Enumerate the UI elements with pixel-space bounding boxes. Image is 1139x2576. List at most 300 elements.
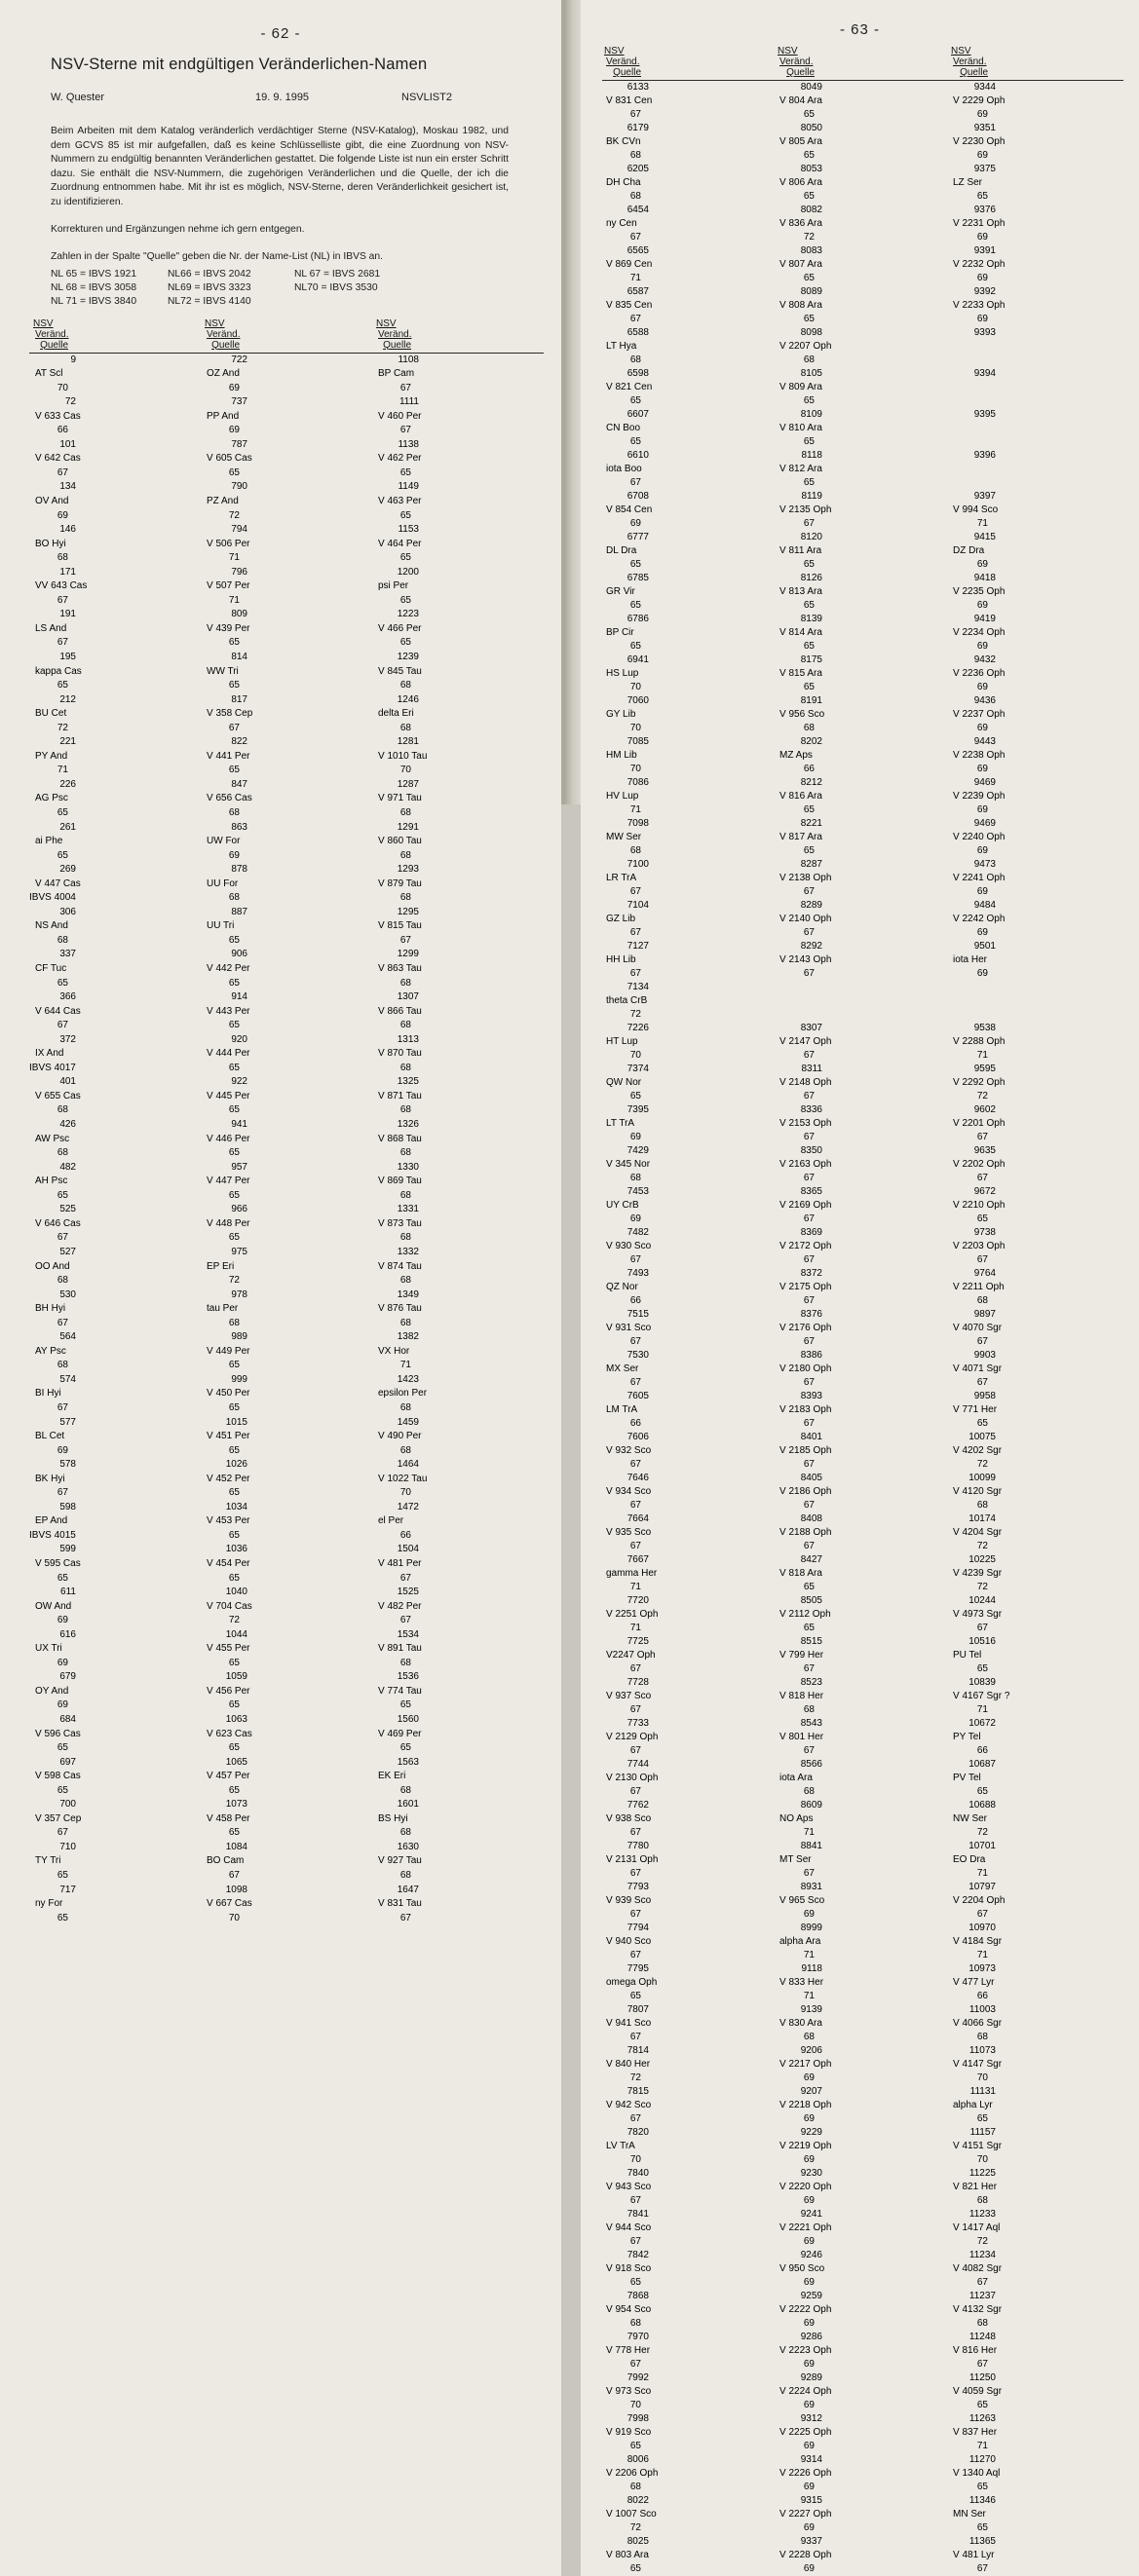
cell-variable: V 357 Cep xyxy=(35,1812,82,1824)
cell-variable: V 956 Sco xyxy=(779,709,825,720)
cell-nsv: 7134 xyxy=(626,982,649,992)
cell-nsv: 1423 xyxy=(397,1373,419,1385)
cell-source: 71 xyxy=(803,1827,815,1838)
cell-variable: QW Nor xyxy=(606,1077,642,1088)
cell-source: 67 xyxy=(57,1020,68,1031)
cell-variable: V 860 Tau xyxy=(378,836,422,847)
cell-nsv: 9436 xyxy=(973,695,996,706)
table-row xyxy=(602,694,1123,735)
cell-variable: V 891 Tau xyxy=(378,1643,422,1655)
cell-variable: BO Cam xyxy=(207,1855,245,1867)
cell-nsv: 809 xyxy=(231,609,247,620)
table-row xyxy=(602,1103,1123,1144)
table-cell-group xyxy=(602,1717,776,1758)
cell-nsv: 6588 xyxy=(626,327,649,338)
cell-source: 67 xyxy=(629,927,641,938)
cell-source: 68 xyxy=(629,2318,641,2329)
cell-source: 70 xyxy=(228,1912,240,1923)
table-cell-group xyxy=(949,1962,1122,2003)
cell-variable: alpha Ara xyxy=(779,1936,821,1947)
table-row xyxy=(29,821,544,864)
cell-variable: V 1022 Tau xyxy=(378,1473,428,1484)
table-cell-group xyxy=(372,1756,544,1799)
cell-variable: V 869 Cen xyxy=(606,259,653,270)
table-cell-group xyxy=(29,948,201,990)
cell-variable: V 944 Sco xyxy=(606,2222,652,2233)
table-cell-group xyxy=(949,1390,1122,1431)
table-cell-group xyxy=(949,2167,1122,2208)
cell-source: 65 xyxy=(228,1189,240,1201)
col-header-variable: Veränd. xyxy=(207,328,241,340)
cell-nsv: 1293 xyxy=(397,864,419,876)
cell-variable: gamma Her xyxy=(606,1568,658,1579)
cell-variable: V 2169 Oph xyxy=(779,1200,832,1211)
cell-variable: V 2235 Oph xyxy=(953,586,1006,597)
namelist-ref: NL 65 = IBVS 1921 xyxy=(51,268,137,280)
cell-variable: V 2138 Oph xyxy=(779,873,832,883)
cell-source: 65 xyxy=(629,1091,641,1101)
cell-variable: V 866 Tau xyxy=(378,1005,422,1017)
cell-variable: V 2163 Oph xyxy=(779,1159,832,1170)
cell-nsv: 525 xyxy=(59,1204,76,1215)
cell-variable: V 469 Per xyxy=(378,1728,422,1739)
table-cell-group xyxy=(372,1416,544,1459)
cell-nsv: 11233 xyxy=(968,2209,996,2220)
table-cell-group xyxy=(201,354,372,396)
cell-source: 65 xyxy=(57,977,68,989)
cell-source: 67 xyxy=(629,1336,641,1347)
cell-nsv: 1153 xyxy=(398,524,419,536)
cell-variable: OO And xyxy=(35,1260,70,1272)
cell-nsv: 1287 xyxy=(397,778,419,790)
cell-nsv: 9207 xyxy=(800,2086,822,2097)
table-row xyxy=(602,531,1123,572)
cell-nsv: 8393 xyxy=(800,1391,822,1401)
table-cell-group xyxy=(949,1308,1122,1349)
table-row xyxy=(602,1594,1123,1635)
cell-nsv: 6607 xyxy=(626,409,649,420)
cell-nsv: 717 xyxy=(59,1884,76,1895)
cell-nsv: 1239 xyxy=(397,651,419,662)
cell-variable: AG Psc xyxy=(35,793,68,804)
cell-source: 65 xyxy=(976,2400,988,2410)
table-cell-group xyxy=(602,2249,776,2290)
cell-nsv: 9259 xyxy=(800,2291,822,2301)
namelist-ref: NL70 = IBVS 3530 xyxy=(294,281,378,293)
cell-variable: V 971 Tau xyxy=(378,793,422,804)
cell-nsv: 8505 xyxy=(800,1595,822,1606)
cell-variable: V 2148 Oph xyxy=(779,1077,832,1088)
cell-source: 67 xyxy=(57,594,68,606)
cell-source: 67 xyxy=(629,109,641,120)
cell-source: 68 xyxy=(399,1232,411,1244)
cell-variable: V 667 Cas xyxy=(207,1898,252,1910)
table-cell-group xyxy=(201,1586,372,1628)
cell-nsv: 814 xyxy=(231,651,247,662)
cell-nsv: 11237 xyxy=(968,2291,996,2301)
cell-variable: V 642 Cas xyxy=(35,453,81,465)
cell-variable: V 836 Ara xyxy=(779,218,822,229)
cell-variable: V 801 Her xyxy=(779,1732,824,1742)
cell-variable: HT Lup xyxy=(606,1036,638,1047)
cell-nsv: 8369 xyxy=(800,1227,822,1238)
cell-variable: V 460 Per xyxy=(378,410,422,422)
cell-variable: V 771 Her xyxy=(953,1404,998,1415)
table-row xyxy=(29,1458,544,1501)
cell-variable: V 2140 Oph xyxy=(779,914,832,924)
col-header-source: Quelle xyxy=(211,339,240,351)
table-cell-group xyxy=(372,735,544,778)
table-row xyxy=(602,1717,1123,1758)
cell-nsv: 7374 xyxy=(626,1064,649,1074)
cell-nsv: 7725 xyxy=(626,1636,649,1647)
cell-variable: V 462 Per xyxy=(378,453,422,465)
table-row xyxy=(29,990,544,1033)
cell-source: 65 xyxy=(629,1991,641,2001)
cell-variable: ny Cen xyxy=(606,218,637,229)
cell-variable: V 2185 Oph xyxy=(779,1445,832,1456)
col-header-nsv: NSV xyxy=(604,46,625,56)
table-cell-group xyxy=(776,776,949,817)
cell-source: 69 xyxy=(803,2154,815,2165)
cell-variable: V 466 Per xyxy=(378,622,422,634)
cell-variable: GR Vir xyxy=(606,586,635,597)
table-row xyxy=(602,2167,1123,2208)
cell-variable: BP Cam xyxy=(378,368,415,380)
table-cell-group xyxy=(372,354,544,396)
cell-variable: V 833 Her xyxy=(779,1977,824,1988)
table-row xyxy=(602,1226,1123,1267)
table-cell-group xyxy=(602,1267,776,1308)
table-row xyxy=(602,1185,1123,1226)
table-cell-group xyxy=(602,490,776,531)
cell-source: 65 xyxy=(976,191,988,202)
cell-variable: CF Tuc xyxy=(35,963,67,975)
cell-source: 67 xyxy=(803,1459,815,1470)
cell-variable: V 2225 Oph xyxy=(779,2427,832,2438)
cell-variable: V 2251 Oph xyxy=(606,1609,659,1620)
col-header-variable: Veränd. xyxy=(35,328,69,340)
cell-source: 67 xyxy=(57,1401,68,1413)
table-cell-group xyxy=(372,1161,544,1204)
table-cell-group xyxy=(602,1962,776,2003)
cell-source: 71 xyxy=(976,2441,988,2451)
cell-variable: V 605 Cas xyxy=(207,453,252,465)
cell-source: 67 xyxy=(803,968,815,979)
cell-variable: V 2239 Oph xyxy=(953,791,1006,802)
table-cell-group xyxy=(372,1330,544,1373)
cell-source: 68 xyxy=(57,934,68,946)
cell-nsv: 989 xyxy=(231,1331,247,1343)
table-cell-group xyxy=(602,899,776,940)
cell-nsv: 710 xyxy=(59,1841,76,1852)
table-cell-group xyxy=(29,1586,201,1628)
cell-source: 65 xyxy=(228,1232,240,1244)
cell-source: 67 xyxy=(803,1745,815,1756)
table-cell-group xyxy=(602,2290,776,2331)
table-row xyxy=(602,81,1123,122)
cell-variable: V 934 Sco xyxy=(606,1486,652,1497)
table-cell-group xyxy=(372,523,544,566)
cell-source: 67 xyxy=(803,1295,815,1306)
cell-source: 65 xyxy=(976,1213,988,1224)
cell-source: 68 xyxy=(228,892,240,904)
cell-variable: V 2153 Oph xyxy=(779,1118,832,1129)
cell-nsv: 9206 xyxy=(800,2045,822,2056)
table-cell-group xyxy=(372,778,544,821)
namelist-ref: NL69 = IBVS 3323 xyxy=(168,281,251,293)
cell-variable: UY CrB xyxy=(606,1200,639,1211)
cell-nsv: 11003 xyxy=(968,2004,996,2015)
cell-source: 67 xyxy=(803,1213,815,1224)
cell-source: 71 xyxy=(629,1623,641,1633)
col-header-source: Quelle xyxy=(383,339,411,351)
table-row xyxy=(29,1628,544,1671)
cell-variable: V 453 Per xyxy=(207,1515,250,1527)
cell-nsv: 7998 xyxy=(626,2413,649,2424)
cell-nsv: 11234 xyxy=(968,2250,996,2260)
cell-nsv: 1065 xyxy=(225,1756,247,1768)
cell-variable: PU Tel xyxy=(953,1650,982,1661)
table-cell-group xyxy=(776,1103,949,1144)
table-cell-group xyxy=(776,858,949,899)
table-cell-group xyxy=(372,395,544,438)
table-cell-group xyxy=(776,2412,949,2453)
col-header-source: Quelle xyxy=(613,67,641,78)
table-row xyxy=(602,899,1123,940)
col-header-variable: Veränd. xyxy=(779,56,814,67)
cell-nsv: 8053 xyxy=(800,164,822,174)
table-cell-group xyxy=(602,1431,776,1472)
cell-source: 68 xyxy=(57,552,68,564)
cell-variable: EO Dra xyxy=(953,1854,986,1865)
cell-source: 71 xyxy=(629,804,641,815)
cell-nsv: 8427 xyxy=(800,1554,822,1565)
cell-variable: V 4070 Sgr xyxy=(953,1323,1003,1333)
cell-nsv: 914 xyxy=(231,991,247,1003)
cell-variable: V 441 Per xyxy=(207,750,250,762)
cell-variable: V 937 Sco xyxy=(606,1691,652,1701)
table-row xyxy=(602,2331,1123,2371)
cell-source: 66 xyxy=(629,1295,641,1306)
cell-variable: V 808 Ara xyxy=(779,300,822,311)
cell-source: 71 xyxy=(803,1950,815,1960)
table-cell-group xyxy=(602,2453,776,2494)
cell-source: 68 xyxy=(399,1275,411,1287)
cell-source: 71 xyxy=(399,1360,411,1371)
cell-nsv: 7842 xyxy=(626,2250,649,2260)
col-header-nsv: NSV xyxy=(205,317,225,329)
cell-source: 65 xyxy=(629,600,641,611)
cell-variable: theta CrB xyxy=(606,995,648,1006)
table-row xyxy=(602,2412,1123,2453)
table-row xyxy=(602,1063,1123,1103)
cell-source: 68 xyxy=(399,722,411,733)
table-cell-group xyxy=(949,1922,1122,1962)
cell-nsv: 7606 xyxy=(626,1432,649,1442)
table-cell-group xyxy=(602,2494,776,2535)
cell-source: 65 xyxy=(976,2522,988,2533)
cell-nsv: 794 xyxy=(231,524,247,536)
cell-source: 65 xyxy=(228,1699,240,1711)
table-cell-group xyxy=(602,1022,776,1063)
table-cell-group xyxy=(776,244,949,285)
cell-source: 65 xyxy=(803,477,815,488)
table-cell-group xyxy=(776,1144,949,1185)
table-cell-group xyxy=(602,613,776,653)
cell-source: 65 xyxy=(57,1742,68,1754)
table-cell-group xyxy=(602,449,776,490)
table-cell-group xyxy=(776,572,949,613)
cell-source: 65 xyxy=(399,509,411,521)
cell-source: 65 xyxy=(228,1444,240,1456)
cell-source: 65 xyxy=(629,2563,641,2574)
cell-nsv: 11270 xyxy=(968,2454,996,2465)
cell-variable: OY And xyxy=(35,1685,69,1697)
table-row xyxy=(29,1075,544,1118)
col-header-variable: Veränd. xyxy=(606,56,640,67)
cell-source: 68 xyxy=(803,2032,815,2042)
cell-source: 72 xyxy=(629,1009,641,1020)
cell-nsv: 8089 xyxy=(800,286,822,297)
cell-nsv: 684 xyxy=(59,1714,76,1725)
table-cell-group xyxy=(949,613,1122,653)
cell-source: 67 xyxy=(629,968,641,979)
cell-variable: V 2234 Oph xyxy=(953,627,1006,638)
cell-nsv: 10672 xyxy=(968,1718,996,1729)
cell-variable: V 805 Ara xyxy=(779,136,822,147)
cell-source: 69 xyxy=(228,849,240,861)
cell-variable: QZ Nor xyxy=(606,1282,638,1292)
cell-variable: WW Tri xyxy=(207,665,239,677)
table-cell-group xyxy=(29,990,201,1033)
cell-source: 65 xyxy=(629,559,641,570)
table-cell-group xyxy=(776,449,949,490)
cell-nsv: 9432 xyxy=(973,654,996,665)
cell-source: 68 xyxy=(399,1147,411,1159)
table-cell-group xyxy=(776,940,949,981)
table-cell-group xyxy=(949,2290,1122,2331)
cell-source: 69 xyxy=(57,1615,68,1626)
cell-nsv: 6205 xyxy=(626,164,649,174)
cell-source: 69 xyxy=(976,273,988,283)
cell-variable: iota Boo xyxy=(606,464,642,474)
table-row xyxy=(29,906,544,949)
table-row xyxy=(602,1472,1123,1512)
table-cell-group xyxy=(201,693,372,736)
cell-source: 65 xyxy=(976,2113,988,2124)
cell-source: 65 xyxy=(228,1487,240,1499)
cell-nsv: 1026 xyxy=(225,1459,247,1471)
cell-nsv: 1382 xyxy=(397,1331,419,1343)
cell-nsv: 9230 xyxy=(800,2168,822,2179)
table-row xyxy=(602,244,1123,285)
cell-variable: V 818 Her xyxy=(779,1691,824,1701)
cell-variable: LZ Ser xyxy=(953,177,983,188)
cell-nsv: 8543 xyxy=(800,1718,822,1729)
cell-nsv: 10516 xyxy=(968,1636,996,1647)
cell-nsv: 11157 xyxy=(969,2127,996,2138)
cell-nsv: 1560 xyxy=(397,1714,419,1725)
cell-source: 69 xyxy=(976,314,988,324)
cell-source: 70 xyxy=(629,764,641,774)
cell-source: 69 xyxy=(976,886,988,897)
cell-variable: V 646 Cas xyxy=(35,1217,81,1229)
table-cell-group xyxy=(949,1103,1122,1144)
table-row xyxy=(29,1756,544,1799)
table-cell-group xyxy=(602,1553,776,1594)
table-cell-group xyxy=(949,2412,1122,2453)
cell-source: 67 xyxy=(976,1377,988,1388)
table-cell-group xyxy=(949,2044,1122,2085)
table-row xyxy=(602,981,1123,1022)
cell-source: 70 xyxy=(976,2154,988,2165)
cell-source: 66 xyxy=(976,1991,988,2001)
cell-variable: V 656 Cas xyxy=(207,793,252,804)
table-row xyxy=(29,354,544,396)
cell-source: 65 xyxy=(803,191,815,202)
cell-variable: V 451 Per xyxy=(207,1431,250,1442)
cell-source: 70 xyxy=(629,682,641,692)
cell-variable: BI Hyi xyxy=(35,1388,61,1400)
table-cell-group xyxy=(29,566,201,609)
cell-variable: BO Hyi xyxy=(35,538,66,549)
cell-nsv: 7793 xyxy=(626,1882,649,1892)
cell-source: 67 xyxy=(803,1868,815,1879)
table-row xyxy=(602,613,1123,653)
table-cell-group xyxy=(949,1840,1122,1881)
cell-variable: LM TrA xyxy=(606,1404,638,1415)
cell-nsv: 1034 xyxy=(225,1501,247,1512)
table-row xyxy=(602,408,1123,449)
table-cell-group xyxy=(29,480,201,523)
cell-nsv: 679 xyxy=(59,1671,76,1683)
table-cell-group xyxy=(201,1033,372,1076)
table-cell-group xyxy=(602,2208,776,2249)
table-cell-group xyxy=(949,244,1122,285)
cell-variable: V 932 Sco xyxy=(606,1445,652,1456)
table-row xyxy=(29,1033,544,1076)
cell-source: 65 xyxy=(803,109,815,120)
cell-variable: V 810 Ara xyxy=(779,423,822,433)
cell-source: 65 xyxy=(629,436,641,447)
cell-source: 67 xyxy=(803,1377,815,1388)
cell-source: 71 xyxy=(976,1050,988,1061)
cell-nsv: 564 xyxy=(59,1331,76,1343)
cell-source: 69 xyxy=(803,2318,815,2329)
cell-nsv: 8109 xyxy=(800,409,822,420)
cell-variable: V 2221 Oph xyxy=(779,2222,832,2233)
cell-nsv: 8050 xyxy=(800,123,822,133)
table-row xyxy=(602,2249,1123,2290)
table-cell-group xyxy=(201,1501,372,1544)
table-cell-group xyxy=(602,1676,776,1717)
cell-variable: MZ Aps xyxy=(779,750,813,761)
cell-source: 67 xyxy=(399,1912,411,1923)
cell-variable: V 869 Tau xyxy=(378,1176,422,1187)
table-cell-group xyxy=(29,1798,201,1841)
cell-variable: V 831 Cen xyxy=(606,95,653,106)
cell-variable: MT Ser xyxy=(779,1854,812,1865)
cell-nsv: 6941 xyxy=(626,654,649,665)
table-cell-group xyxy=(201,1118,372,1161)
cell-source: 68 xyxy=(57,1104,68,1116)
cell-variable: V 4202 Sgr xyxy=(953,1445,1003,1456)
table-cell-group xyxy=(602,735,776,776)
cell-variable: V 876 Tau xyxy=(378,1303,422,1315)
cell-variable: V 840 Her xyxy=(606,2059,651,2070)
col-header-source: Quelle xyxy=(786,67,815,78)
